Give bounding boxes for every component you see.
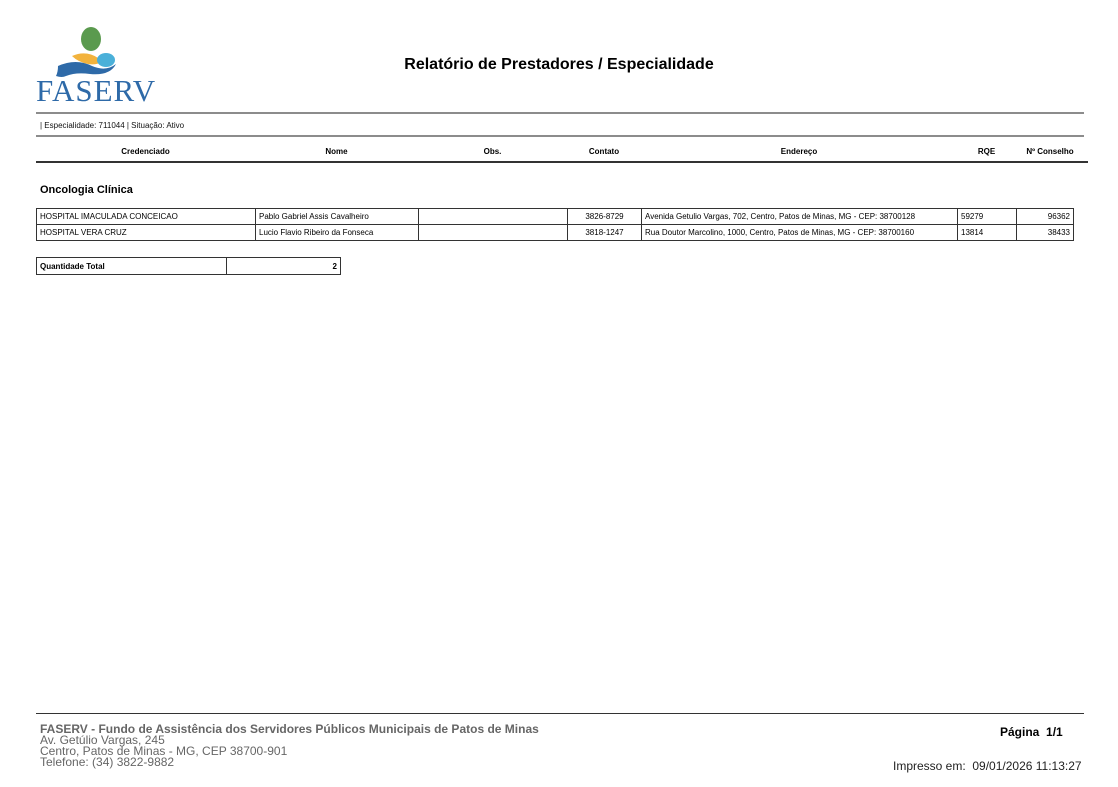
- cell-rqe: 13814: [958, 225, 1017, 241]
- cell-credenciado: HOSPITAL IMACULADA CONCEICAO: [37, 209, 256, 225]
- footer-address-line2: Centro, Patos de Minas - MG, CEP 38700-901: [40, 744, 288, 758]
- logo-text: FASERV: [36, 73, 157, 108]
- column-header-rqe: RQE: [977, 147, 996, 156]
- total-row: [37, 258, 341, 275]
- report-title: Relatório de Prestadores / Especialidade: [404, 56, 714, 73]
- cell-endereco: Avenida Getulio Vargas, 702, Centro, Patos de Minas, MG - CEP: 38700128: [642, 209, 958, 225]
- providers-table: [36, 208, 1074, 241]
- cell-credenciado: HOSPITAL VERA CRUZ: [37, 225, 256, 241]
- cell-conselho: 38433: [1017, 225, 1074, 241]
- cell-endereco: Rua Doutor Marcolino, 1000, Centro, Patos de Minas, MG - CEP: 38700160: [642, 225, 958, 241]
- column-header-divider: [36, 161, 1088, 163]
- cell-contato: 3826-8729: [568, 209, 642, 225]
- cell-conselho: 96362: [1017, 209, 1074, 225]
- total-table: [36, 257, 341, 275]
- footer-divider: [36, 713, 1084, 714]
- cell-nome: Pablo Gabriel Assis Cavalheiro: [256, 209, 419, 225]
- cell-nome: Lucio Flavio Ribeiro da Fonseca: [256, 225, 419, 241]
- column-header-contato: Contato: [588, 147, 620, 156]
- column-header-endereco: Endereço: [780, 147, 818, 156]
- footer-org-name: FASERV - Fundo de Assistência dos Servidores Públicos Municipais de Patos de Minas: [40, 722, 539, 736]
- filter-summary: | Especialidade: 711044 | Situação: Ativo: [40, 121, 185, 130]
- cell-contato: 3818-1247: [568, 225, 642, 241]
- table-row: [37, 209, 1074, 225]
- footer-phone: Telefone: (34) 3822-9882: [40, 755, 175, 769]
- header-divider: [36, 112, 1084, 114]
- footer-organization: [40, 724, 539, 768]
- total-label: Quantidade Total: [37, 258, 227, 275]
- printed-timestamp: Impresso em: 09/01/2026 11:13:27: [893, 759, 1082, 773]
- column-header-nome: Nome: [325, 147, 348, 156]
- footer-address-line1: Av. Getúlio Vargas, 245: [40, 733, 165, 747]
- column-header-obs: Obs.: [483, 147, 502, 156]
- column-header-conselho: Nº Conselho: [1026, 147, 1074, 156]
- section-title: Oncologia Clínica: [40, 184, 133, 196]
- cell-obs: [419, 209, 568, 225]
- page-number: Página 1/1: [1000, 725, 1063, 739]
- column-header-credenciado: Credenciado: [121, 147, 170, 156]
- table-row: [37, 225, 1074, 241]
- cell-rqe: 59279: [958, 209, 1017, 225]
- total-value: 2: [227, 258, 341, 275]
- cell-obs: [419, 225, 568, 241]
- filter-divider: [36, 135, 1084, 137]
